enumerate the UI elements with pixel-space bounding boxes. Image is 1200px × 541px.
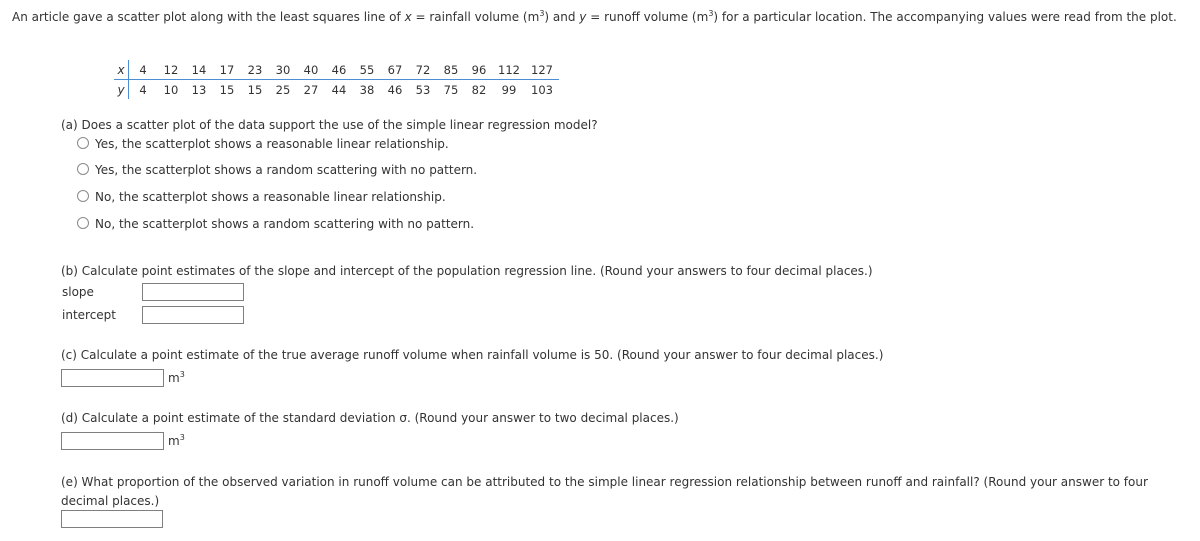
intercept-label: intercept bbox=[62, 308, 116, 322]
y-value-cell: 4 bbox=[139, 82, 147, 97]
part-d-question: (d) Calculate a point estimate of the standard deviation σ. (Round your answer to two decimal places.) bbox=[61, 411, 679, 425]
y-value-cell: 25 bbox=[275, 82, 291, 97]
y-value-cell: 15 bbox=[247, 82, 263, 97]
runoff-estimate-input[interactable] bbox=[61, 369, 164, 387]
part-b-question: (b) Calculate point estimates of the slope and intercept of the population regression line. (Round your answers to four decimal places.) bbox=[61, 264, 873, 278]
x-value-cell: 85 bbox=[443, 62, 459, 77]
y-value-cell: 53 bbox=[415, 82, 431, 97]
part-e-question: (e) What proportion of the observed variation in runoff volume can be attributed to the simple linear regression relationship between runoff and rainfall? (Round your answer to four decimal places.) bbox=[61, 475, 1148, 508]
y-value-cell: 99 bbox=[501, 82, 517, 97]
part-a-question: (a) Does a scatter plot of the data support the use of the simple linear regression model? bbox=[61, 118, 598, 132]
radio-button[interactable] bbox=[77, 217, 89, 229]
table-row-y bbox=[114, 80, 559, 99]
y-value-cell: 103 bbox=[531, 82, 553, 97]
table-row-x bbox=[114, 60, 559, 80]
proportion-input[interactable] bbox=[61, 510, 163, 528]
radio-button[interactable] bbox=[77, 137, 89, 149]
y-value-cell: 75 bbox=[443, 82, 459, 97]
x-value-cell: 12 bbox=[163, 62, 179, 77]
x-value-cell: 17 bbox=[219, 62, 235, 77]
option-a4[interactable]: No, the scatterplot shows a random scattering with no pattern. bbox=[77, 217, 474, 231]
x-value-cell: 72 bbox=[415, 62, 431, 77]
y-value-cell: 82 bbox=[471, 82, 487, 97]
x-value-cell: 127 bbox=[531, 62, 553, 77]
y-value-cell: 10 bbox=[163, 82, 179, 97]
var-y: y bbox=[579, 10, 587, 24]
var-x: x bbox=[404, 10, 412, 24]
y-value-cell: 27 bbox=[303, 82, 319, 97]
x-value-cell: 14 bbox=[191, 62, 207, 77]
x-label: x bbox=[114, 60, 129, 79]
option-a2[interactable]: Yes, the scatterplot shows a random scattering with no pattern. bbox=[77, 163, 477, 177]
y-value-cell: 46 bbox=[387, 82, 403, 97]
x-value-cell: 96 bbox=[471, 62, 487, 77]
slope-input[interactable] bbox=[142, 283, 244, 301]
y-value-cell: 13 bbox=[191, 82, 207, 97]
option-a1[interactable]: Yes, the scatterplot shows a reasonable linear relationship. bbox=[77, 137, 449, 151]
intercept-input[interactable] bbox=[142, 306, 244, 324]
x-value-cell: 67 bbox=[387, 62, 403, 77]
y-value-cell: 38 bbox=[359, 82, 375, 97]
data-table bbox=[114, 60, 559, 99]
problem-intro: An article gave a scatter plot along with the least squares line of x = rainfall volume $(m^3)$ and y = runoff volume $(m^3)$ for a particular location. The accompanying values were read from the plot. bbox=[12, 9, 1177, 24]
unit-label-d: $m^3$ bbox=[168, 433, 185, 448]
part-c-question: (c) Calculate a point estimate of the true average runoff volume when rainfall volume is 50. (Round your answer to four decimal places.) bbox=[61, 348, 884, 362]
y-value-cell: 44 bbox=[331, 82, 347, 97]
unit-label-c: $m^3$ bbox=[168, 370, 185, 385]
x-value-cell: 40 bbox=[303, 62, 319, 77]
x-value-cell: 23 bbox=[247, 62, 263, 77]
y-value-cell: 15 bbox=[219, 82, 235, 97]
x-value-cell: 112 bbox=[498, 62, 520, 77]
x-value-cell: 55 bbox=[359, 62, 375, 77]
radio-button[interactable] bbox=[77, 190, 89, 202]
y-label: y bbox=[114, 80, 129, 99]
x-value-cell: 46 bbox=[331, 62, 347, 77]
x-value-cell: 30 bbox=[275, 62, 291, 77]
option-a3[interactable]: No, the scatterplot shows a reasonable linear relationship. bbox=[77, 190, 446, 204]
slope-label: slope bbox=[62, 285, 94, 299]
radio-button[interactable] bbox=[77, 163, 89, 175]
x-value-cell: 4 bbox=[139, 62, 147, 77]
std-dev-input[interactable] bbox=[61, 432, 164, 450]
